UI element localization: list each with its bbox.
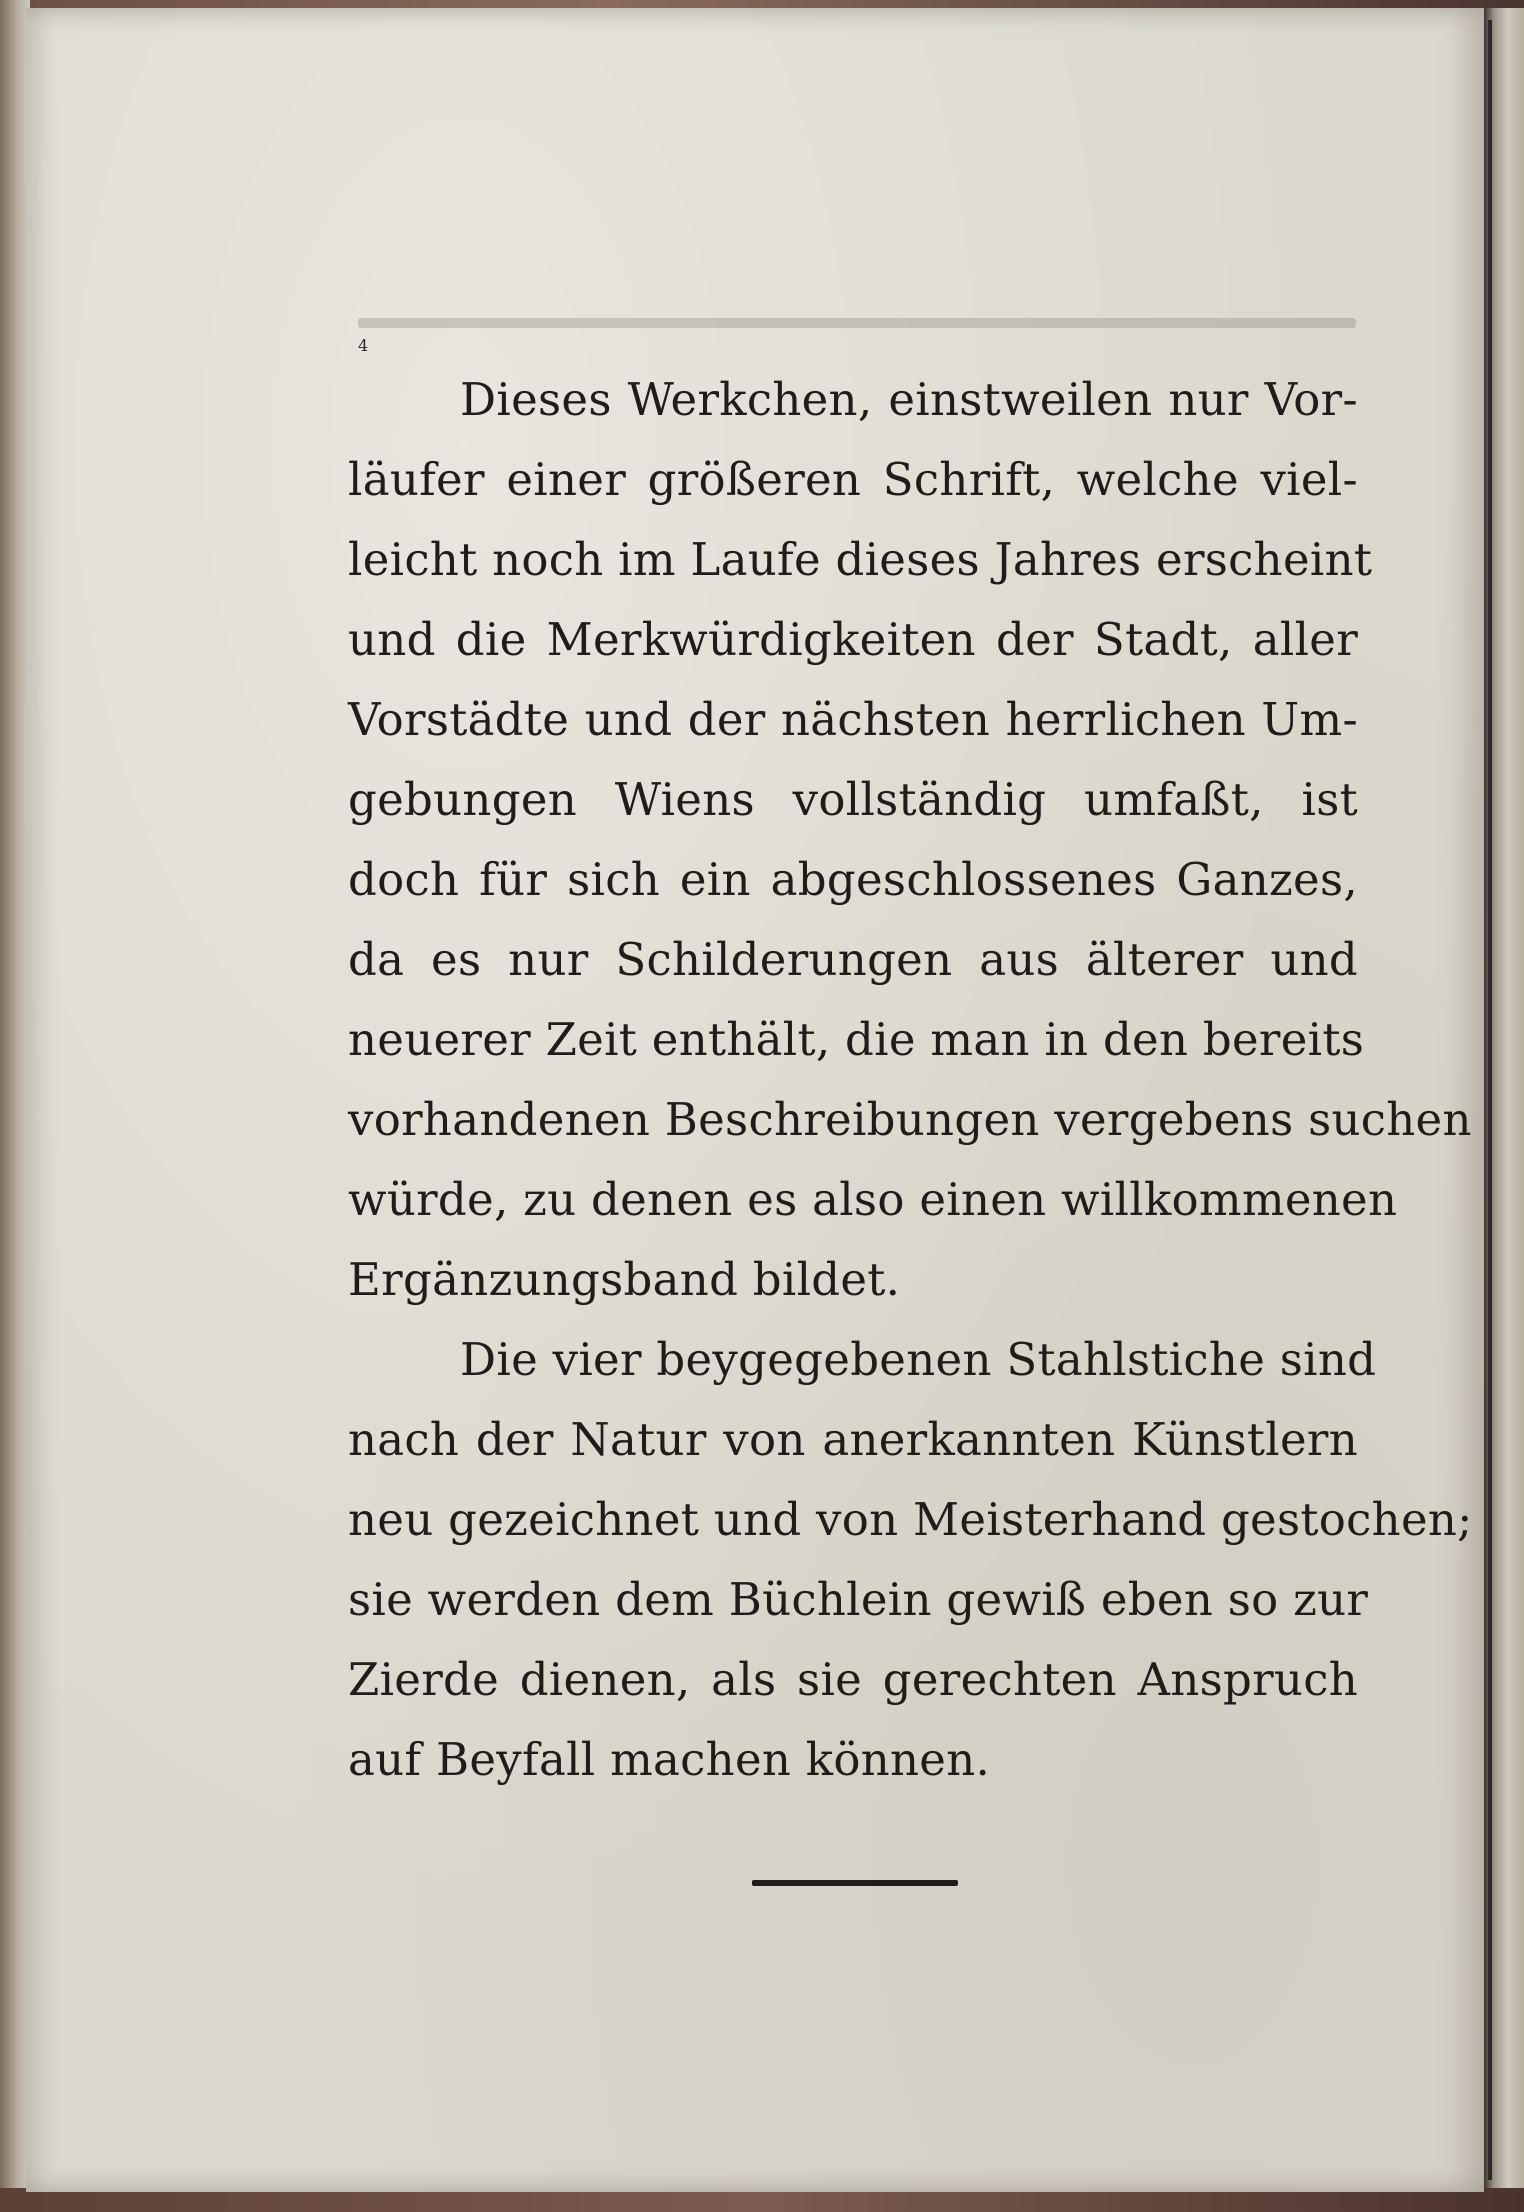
main-text-block: [348, 360, 1473, 1800]
paragraph-2: [348, 1320, 1473, 1800]
text-line: vorhandenen Beschreibungen vergebens suchen: [348, 1093, 1472, 1146]
text-line: gebungen Wiens vollständig umfaßt, ist: [348, 773, 1358, 826]
text-line: sie werden dem Büchlein gewiß eben so zur: [348, 1573, 1369, 1626]
closing-rule: [752, 1880, 958, 1886]
text-line: Dieses Werkchen, einstweilen nur Vor-: [460, 373, 1358, 426]
paragraph-1: [348, 360, 1472, 1320]
text-line: da es nur Schilderungen aus älterer und: [348, 933, 1358, 986]
text-line: neu gezeichnet und von Meisterhand gestochen;: [348, 1493, 1473, 1546]
text-line: und die Merkwürdigkeiten der Stadt, aller: [348, 613, 1358, 666]
page-gutter-line: [1488, 20, 1492, 2180]
text-line: Vorstädte und der nächsten herrlichen Um-: [348, 693, 1358, 746]
text-line: Zierde dienen, als sie gerechten Anspruch: [348, 1653, 1358, 1706]
text-line: würde, zu denen es also einen willkommenen: [348, 1173, 1398, 1226]
text-line: neuerer Zeit enthält, die man in den bereits: [348, 1013, 1365, 1066]
text-line: Ergänzungsband bildet.: [348, 1253, 901, 1306]
header-rule: [358, 318, 1356, 328]
text-line: Die vier beygegebenen Stahlstiche sind: [460, 1333, 1377, 1386]
text-line: läufer einer größeren Schrift, welche viel-: [348, 453, 1358, 506]
text-line: leicht noch im Laufe dieses Jahres erscheint: [348, 533, 1373, 586]
text-line: nach der Natur von anerkannten Künstlern: [348, 1413, 1358, 1466]
text-line: auf Beyfall machen können.: [348, 1733, 991, 1786]
text-line: doch für sich ein abgeschlossenes Ganzes,: [348, 853, 1358, 906]
corner-mark: 4: [358, 336, 369, 355]
